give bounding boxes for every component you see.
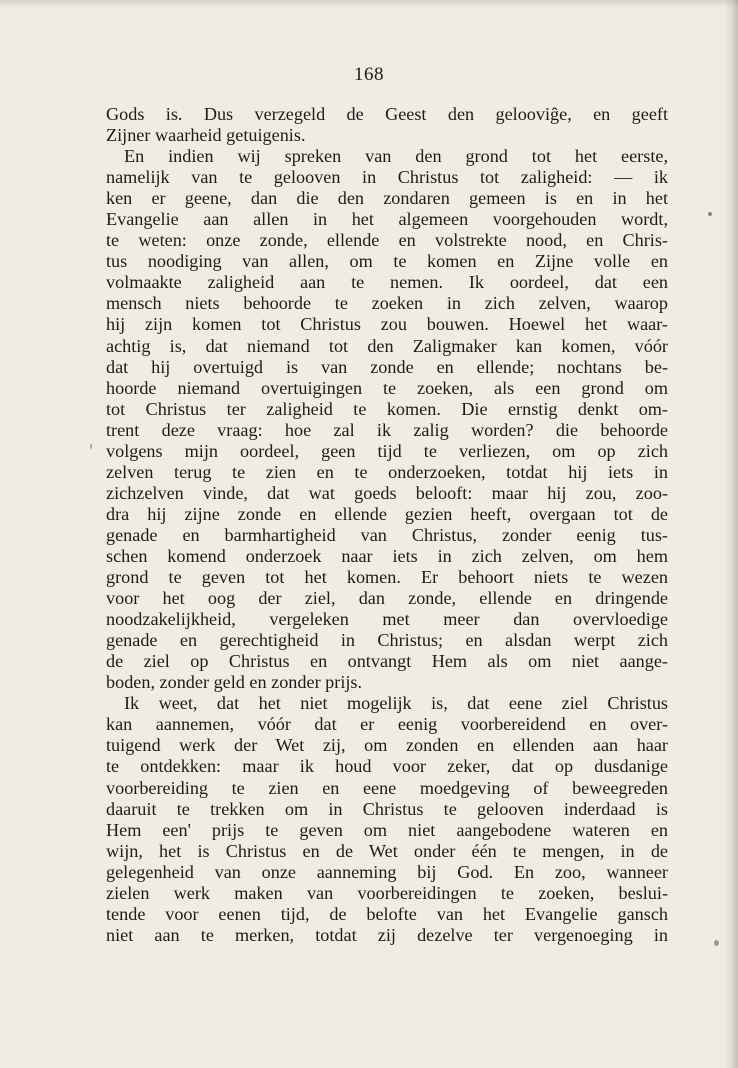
text-line: boden, zonder geld en zonder prijs. [106, 672, 363, 693]
text-line: kan aannemen, vóór dat er eenig voorbereidend en over- [106, 714, 668, 735]
text-line: trent deze vraag: hoe zal ik zalig worden? die behoorde [106, 419, 668, 440]
body-text [106, 104, 668, 946]
text-line: dat hij overtuigd is van zonde en ellende; nochtans be- [106, 356, 668, 377]
text-line: Hem een' prijs te geven om niet aangebodene wateren en [106, 819, 668, 840]
text-line: wijn, het is Christus en de Wet onder één te mengen, in de [106, 840, 668, 861]
text-line: tus noodiging van allen, om te komen en Zijne volle en [106, 251, 668, 272]
text-line: tende voor eenen tijd, de belofte van het Evangelie gansch [106, 903, 668, 924]
text-line: hij zijn komen tot Christus zou bouwen. Hoewel het waar- [106, 314, 668, 335]
text-line: grond te geven tot het komen. Er behoort niets te wezen [106, 567, 668, 588]
text-line: Zijner waarheid getuigenis. [106, 125, 306, 146]
page-right-edge [724, 0, 738, 1068]
text-line: Ik weet, dat het niet mogelijk is, dat eene ziel Christus [124, 693, 668, 714]
text-line: daaruit te trekken om in Christus te gelooven inderdaad is [106, 798, 668, 819]
text-line: genade en gerechtigheid in Christus; en alsdan werpt zich [106, 630, 668, 651]
text-line: ken er geene, dan die den zondaren gemeen is en in het [106, 188, 668, 209]
text-line: tuigend werk der Wet zij, om zonden en ellenden aan haar [106, 735, 668, 756]
text-line: zichzelven vinde, dat wat goeds belooft: maar hij zou, zoo- [106, 482, 668, 503]
paper-speck [708, 212, 712, 216]
text-line: mensch niets behoorde te zoeken in zich zelven, waarop [106, 293, 668, 314]
text-line: gelegenheid van onze aanneming bij God. En zoo, wanneer [106, 861, 668, 882]
text-line: zielen werk maken van voorbereidingen te zoeken, beslui- [106, 882, 668, 903]
text-line: volmaakte zaligheid aan te nemen. Ik oordeel, dat een [106, 272, 668, 293]
text-line: volgens mijn oordeel, geen tijd te verliezen, om op zich [106, 440, 668, 461]
text-line: Evangelie aan allen in het algemeen voorgehouden wordt, [106, 209, 668, 230]
page-top-shadow [0, 0, 738, 8]
text-line: voor het oog der ziel, dan zonde, ellende en dringende [106, 588, 668, 609]
text-line: dra hij zijne zonde en ellende gezien heeft, overgaan tot de [106, 503, 668, 524]
text-line: te weten: onze zonde, ellende en volstrekte nood, en Chris- [106, 230, 668, 251]
text-line: niet aan te merken, totdat zij dezelve ter vergenoeging in [106, 924, 668, 945]
text-line: te ontdekken: maar ik houd voor zeker, dat op dusdanige [106, 756, 668, 777]
text-line: schen komend onderzoek naar iets in zich zelven, om hem [106, 545, 668, 566]
text-line: de ziel op Christus en ontvangt Hem als om niet aange- [106, 651, 668, 672]
text-line: Gods is. Dus verzegeld de Geest den gelooviĝe, en geeft [106, 104, 668, 124]
text-line: genade en barmhartigheid van Christus, zonder eenig tus- [106, 524, 668, 545]
page-number: 168 [354, 64, 384, 85]
text-line: noodzakelijkheid, vergeleken met meer dan overvloedige [106, 609, 668, 630]
text-line: achtig is, dat niemand tot den Zaligmaker kan komen, vóór [106, 335, 668, 356]
text-line: namelijk van te gelooven in Christus tot zaligheid: — ik [106, 167, 668, 188]
text-line: zelven terug te zien en te onderzoeken, totdat hij iets in [106, 461, 668, 482]
paper-speck [90, 444, 92, 449]
text-line: hoorde niemand overtuigingen te zoeken, als een grond om [106, 377, 668, 398]
paper-speck [714, 940, 719, 946]
text-line: tot Christus ter zaligheid te komen. Die ernstig denkt om- [106, 398, 668, 419]
text-line: voorbereiding te zien en eene moedgeving of beweegreden [106, 777, 668, 798]
text-line: En indien wij spreken van den grond tot het eerste, [124, 146, 668, 167]
